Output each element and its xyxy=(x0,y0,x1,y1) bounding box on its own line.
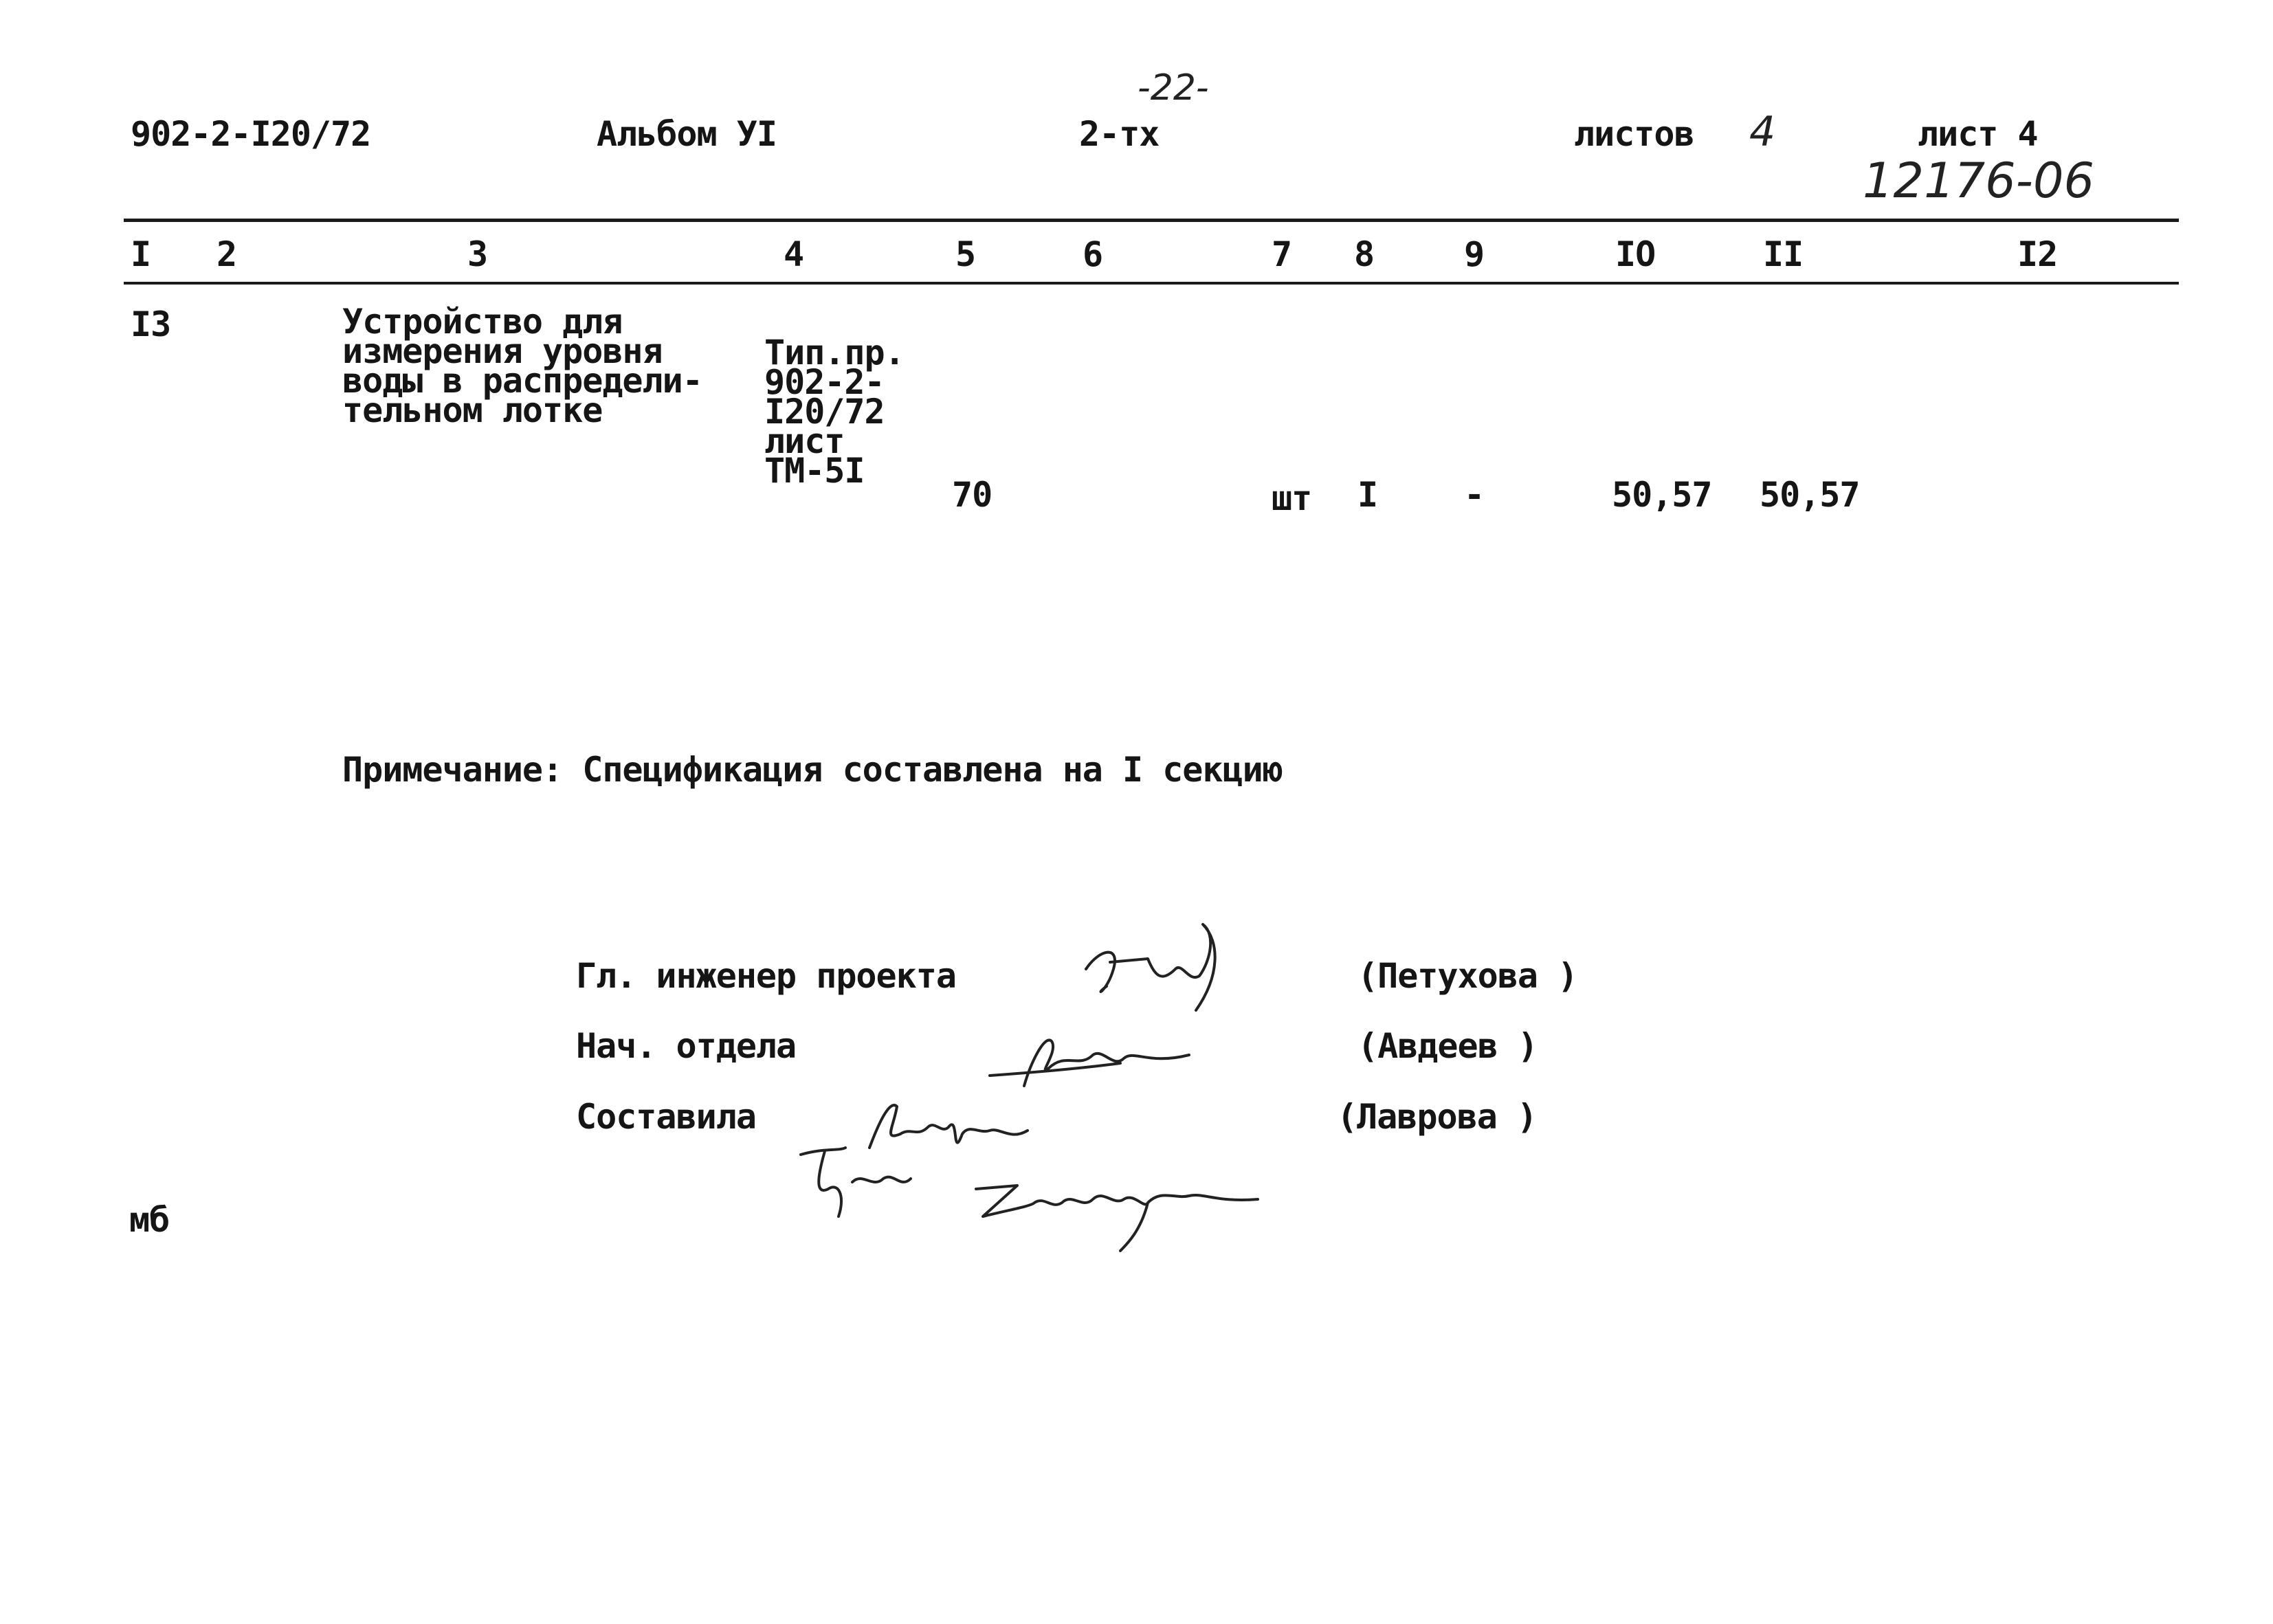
doc-code: 902-2-I20/72 xyxy=(131,114,371,154)
inventory-number: 12176-06 xyxy=(1863,153,2095,209)
col-header-1: I xyxy=(131,234,151,274)
album-label: Альбом УI xyxy=(597,114,777,154)
row-name: Устройство для измерения уровня воды в распредели- тельном лотке xyxy=(342,302,702,430)
row-col9: - xyxy=(1464,475,1485,515)
row-reference: Тип.пр. 902-2- I20/72 лист ТМ-5I xyxy=(764,333,905,491)
signature-name-petukhova: (Петухова ) xyxy=(1357,956,1578,996)
sheet-label: лист 4 xyxy=(1918,114,2038,154)
col-header-2: 2 xyxy=(217,234,237,274)
page-number: -22- xyxy=(1138,67,1209,109)
signature-name-lavrova: (Лаврова ) xyxy=(1337,1097,1538,1137)
header-rule-bottom xyxy=(124,282,2179,285)
sheets-count: 4 xyxy=(1749,108,1776,156)
part-label: 2-тх xyxy=(1079,114,1160,154)
col-header-5: 5 xyxy=(955,234,976,274)
signature-mark-tag xyxy=(797,1141,921,1223)
col-header-7: 7 xyxy=(1272,234,1292,274)
col-header-10: IO xyxy=(1615,234,1656,274)
col-header-9: 9 xyxy=(1464,234,1485,274)
signature-mark-zhmakova xyxy=(969,1168,1265,1258)
row-price: 50,57 xyxy=(1612,475,1712,515)
row-col5: 70 xyxy=(952,475,993,515)
signature-mark-petukhova xyxy=(1072,921,1230,1017)
signature-mark-avdeev xyxy=(983,1021,1203,1096)
signature-role-chief-engineer: Гл. инженер проекта xyxy=(576,956,956,996)
col-header-8: 8 xyxy=(1354,234,1375,274)
footer-mark: мб xyxy=(129,1200,170,1240)
row-total: 50,57 xyxy=(1760,475,1860,515)
signature-role-department-head: Нач. отдела xyxy=(576,1026,797,1066)
row-quantity: I xyxy=(1357,475,1378,515)
col-header-6: 6 xyxy=(1083,234,1103,274)
col-header-3: 3 xyxy=(467,234,488,274)
sheets-label: листов xyxy=(1574,114,1694,154)
signature-name-avdeev: (Авдеев ) xyxy=(1357,1026,1538,1066)
col-header-12: I2 xyxy=(2017,234,2058,274)
note-text: Примечание: Спецификация составлена на I секцию xyxy=(342,750,1283,790)
signature-role-compiled-by: Составила xyxy=(576,1097,756,1137)
header-rule-top xyxy=(124,219,2179,222)
row-number: I3 xyxy=(131,304,171,344)
col-header-11: II xyxy=(1763,234,1804,274)
col-header-4: 4 xyxy=(784,234,804,274)
row-unit: шт xyxy=(1272,478,1312,518)
